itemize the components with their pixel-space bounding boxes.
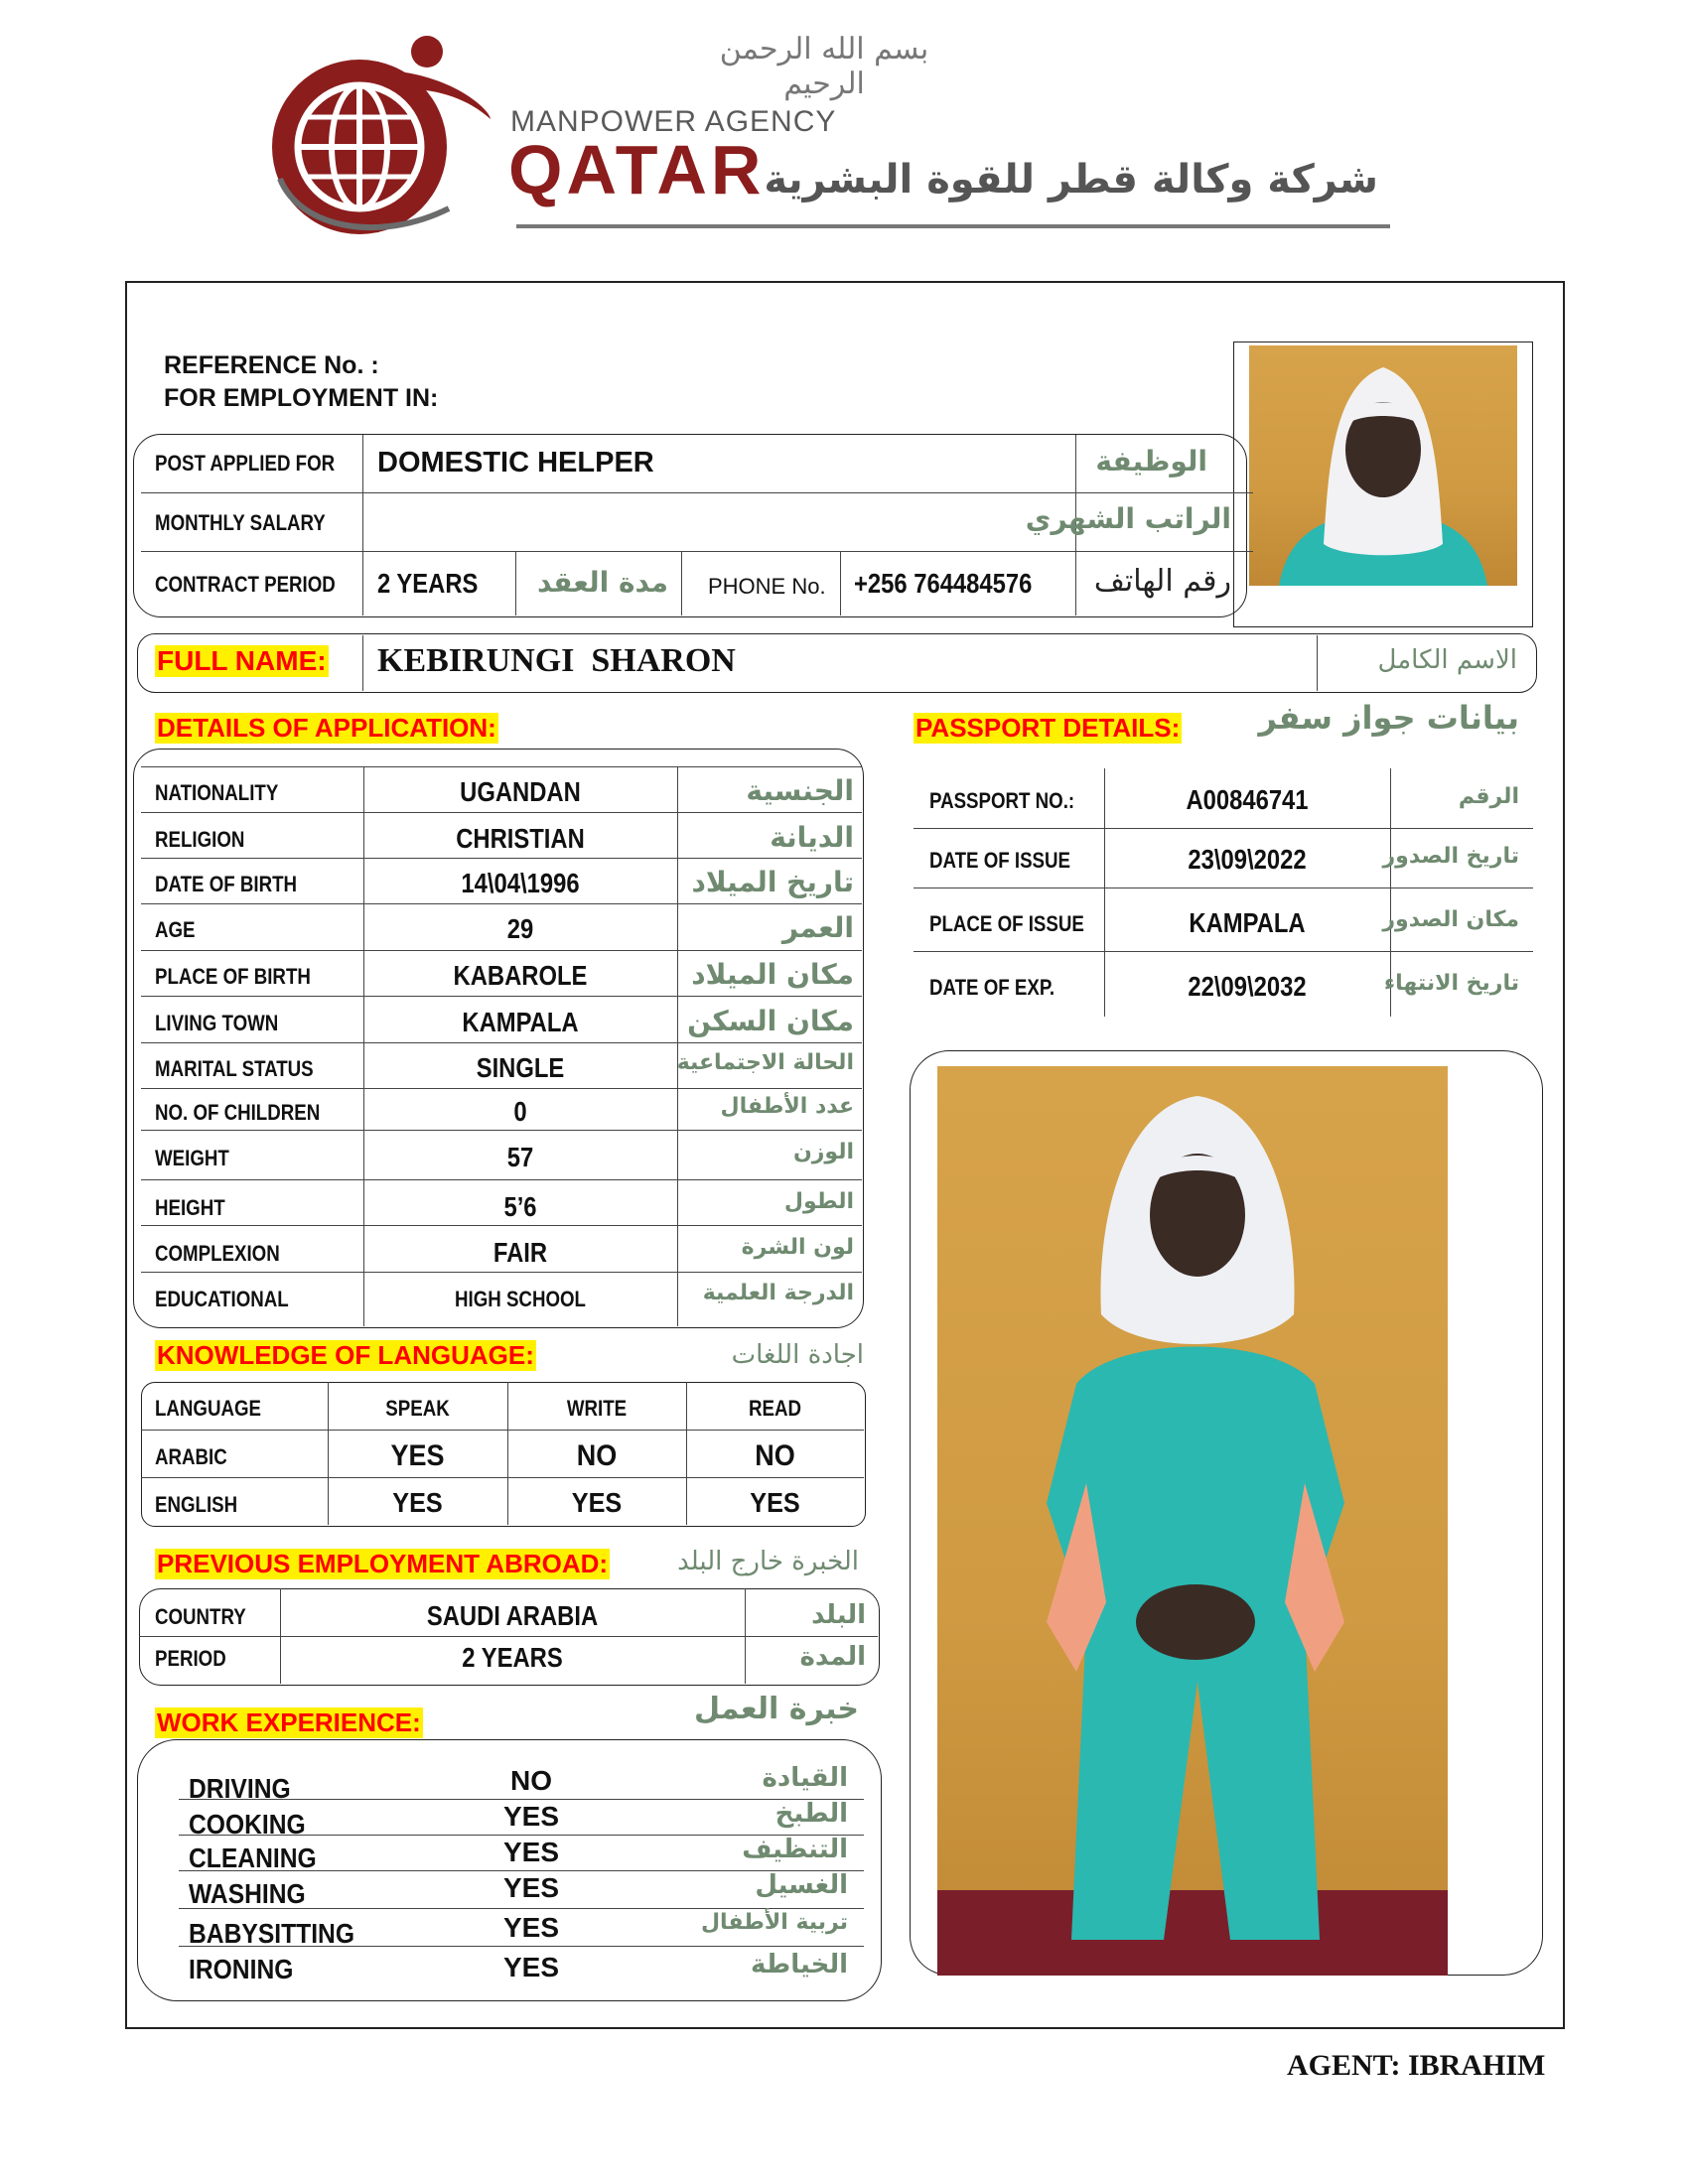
contract-label: CONTRACT PERIOD <box>155 572 336 597</box>
application-label: HEIGHT <box>155 1195 225 1220</box>
contract-value: 2 YEARS <box>377 568 479 599</box>
application-label: EDUCATIONAL <box>155 1287 289 1311</box>
previous-heading: PREVIOUS EMPLOYMENT ABROAD: <box>157 1549 609 1578</box>
application-label: NO. OF CHILDREN <box>155 1100 321 1125</box>
divider <box>362 635 363 691</box>
language-write: YES <box>571 1487 623 1518</box>
language-speak: YES <box>390 1439 445 1472</box>
post-label: POST APPLIED FOR <box>155 451 336 476</box>
previous-value: SAUDI ARABIA <box>426 1600 599 1631</box>
work-skill-label: BABYSITTING <box>189 1918 355 1949</box>
divider <box>745 1588 746 1684</box>
application-ar: تاريخ الميلاد <box>691 866 854 898</box>
work-heading-ar: خبرة العمل <box>693 1692 859 1726</box>
work-skill-label: COOKING <box>189 1809 306 1840</box>
language-heading-ar: اجادة اللغات <box>731 1340 864 1370</box>
application-label: WEIGHT <box>155 1146 229 1170</box>
application-ar: مكان الميلاد <box>691 958 854 991</box>
application-ar: لون الشرة <box>741 1235 854 1260</box>
agency-line: MANPOWER AGENCY <box>510 105 837 138</box>
divider <box>141 950 862 951</box>
previous-label: PERIOD <box>155 1646 226 1671</box>
passport-value: 23\09\2022 <box>1188 844 1307 875</box>
application-value: 0 <box>513 1096 527 1127</box>
divider <box>840 552 841 615</box>
passport-value: 22\09\2032 <box>1188 971 1307 1002</box>
previous-ar: البلد <box>811 1600 866 1630</box>
passport-ar: الرقم <box>1458 784 1519 809</box>
divider <box>141 551 1253 552</box>
language-column-header: WRITE <box>566 1396 628 1421</box>
work-skill-value: YES <box>502 1952 560 1982</box>
previous-label: COUNTRY <box>155 1604 246 1629</box>
divider <box>141 1272 862 1273</box>
phone-label: PHONE No. <box>708 574 826 599</box>
portrait-photo <box>1249 345 1517 586</box>
full-name-ar: الاسم الكامل <box>1377 645 1517 675</box>
divider <box>141 1225 862 1226</box>
divider <box>362 435 363 615</box>
full-name-value: KEBIRUNGI SHARON <box>377 642 736 679</box>
divider <box>141 903 862 904</box>
divider <box>139 1636 878 1637</box>
work-heading: WORK EXPERIENCE: <box>157 1707 421 1737</box>
agency-logo <box>260 20 498 238</box>
application-label: COMPLEXION <box>155 1241 280 1266</box>
work-skill-label: WASHING <box>189 1878 306 1909</box>
application-value: 29 <box>506 913 534 944</box>
divider <box>328 1382 329 1525</box>
divider <box>914 887 1533 888</box>
passport-ar: تاريخ الصدور <box>1382 844 1519 869</box>
divider <box>363 766 364 1326</box>
applicant-full-photo <box>937 1066 1448 1976</box>
divider <box>507 1382 508 1525</box>
contract-ar: مدة العقد <box>536 566 668 599</box>
passport-label: DATE OF ISSUE <box>929 848 1071 873</box>
divider <box>515 552 516 615</box>
agent-label: AGENT: IBRAHIM <box>1287 2049 1546 2082</box>
application-ar: الطول <box>783 1189 854 1214</box>
passport-ar: مكان الصدور <box>1382 907 1519 932</box>
work-skill-ar: الطبخ <box>774 1799 848 1829</box>
work-skill-label: DRIVING <box>189 1773 291 1804</box>
work-skill-value: YES <box>502 1912 560 1943</box>
application-value: 14\04\1996 <box>461 868 580 898</box>
application-label: LIVING TOWN <box>155 1011 279 1035</box>
language-name: ARABIC <box>155 1444 227 1469</box>
salary-ar: الراتب الشهري <box>1025 502 1231 535</box>
phone-ar: رقم الهاتف <box>1093 564 1231 599</box>
work-skill-label: CLEANING <box>189 1843 317 1873</box>
reference-label: REFERENCE No. : <box>164 351 379 379</box>
divider <box>681 552 682 615</box>
divider <box>141 1430 864 1431</box>
divider <box>1317 635 1318 691</box>
work-skill-value: NO <box>510 1765 552 1796</box>
divider <box>141 1042 862 1043</box>
phone-value: +256 764484576 <box>854 568 1033 599</box>
language-read: NO <box>755 1439 795 1472</box>
application-ar: الدرجة العلمية <box>702 1281 854 1305</box>
divider <box>677 766 678 1326</box>
passport-heading-ar: بيانات جواز سفر <box>1258 699 1519 737</box>
application-ar: الجنسية <box>746 774 854 807</box>
passport-label: PLACE OF ISSUE <box>929 911 1084 936</box>
application-label: MARITAL STATUS <box>155 1056 314 1081</box>
work-skill-label: IRONING <box>189 1954 294 1984</box>
divider <box>914 951 1533 952</box>
divider <box>141 1130 862 1131</box>
full-name-label: FULL NAME: <box>157 645 327 676</box>
divider <box>141 996 862 997</box>
passport-value: KAMPALA <box>1189 907 1306 938</box>
previous-ar: المدة <box>799 1642 866 1672</box>
language-column-header: SPEAK <box>385 1396 450 1421</box>
post-ar: الوظيفة <box>1095 445 1207 478</box>
basmala: بسم الله الرحمن الرحيم <box>719 32 929 101</box>
application-value: CHRISTIAN <box>456 823 585 854</box>
divider <box>914 828 1533 829</box>
work-skill-ar: الغسيل <box>755 1870 848 1900</box>
application-label: NATIONALITY <box>155 780 279 805</box>
language-read: YES <box>750 1487 800 1518</box>
language-speak: YES <box>392 1487 443 1518</box>
passport-heading: PASSPORT DETAILS: <box>915 713 1181 743</box>
divider <box>141 1179 862 1180</box>
work-skill-ar: تربية الأطفال <box>700 1910 848 1935</box>
divider <box>280 1588 281 1684</box>
work-skill-value: YES <box>502 1801 560 1832</box>
application-label: RELIGION <box>155 827 245 852</box>
application-ar: عدد الأطفال <box>720 1094 854 1119</box>
application-label: DATE OF BIRTH <box>155 872 298 896</box>
application-label: PLACE OF BIRTH <box>155 964 311 989</box>
application-ar: مكان السكن <box>687 1005 854 1037</box>
header-rule <box>516 224 1390 228</box>
application-ar: الديانة <box>770 821 854 854</box>
application-heading: DETAILS OF APPLICATION: <box>157 713 496 743</box>
divider <box>141 812 862 813</box>
passport-ar: تاريخ الانتهاء <box>1383 971 1519 996</box>
work-skill-value: YES <box>502 1837 560 1867</box>
application-value: UGANDAN <box>460 776 581 807</box>
application-label: AGE <box>155 917 196 942</box>
work-skill-ar: التنظيف <box>742 1835 848 1864</box>
work-skill-value: YES <box>502 1872 560 1903</box>
divider <box>141 766 862 767</box>
work-skill-ar: القيادة <box>762 1763 848 1793</box>
application-value: 57 <box>506 1142 534 1172</box>
application-ar: الوزن <box>792 1140 854 1164</box>
globe-logo-icon <box>260 20 498 238</box>
divider <box>1104 768 1105 1017</box>
language-write: NO <box>576 1439 618 1472</box>
application-ar: العمر <box>781 911 854 944</box>
previous-value: 2 YEARS <box>462 1642 563 1673</box>
application-value: KABAROLE <box>453 960 588 991</box>
agency-arabic-name: شركة وكالة قطر للقوة البشرية <box>764 157 1378 203</box>
passport-label: PASSPORT NO.: <box>929 788 1075 813</box>
application-ar: الحالة الاجتماعية <box>676 1050 854 1075</box>
divider <box>141 1477 864 1478</box>
divider <box>141 492 1253 493</box>
application-value: FAIR <box>492 1237 548 1268</box>
language-name: ENGLISH <box>155 1492 238 1517</box>
application-value: 5’6 <box>503 1191 537 1222</box>
employment-label: FOR EMPLOYMENT IN: <box>164 384 439 412</box>
application-value: KAMPALA <box>462 1007 579 1037</box>
language-heading: KNOWLEDGE OF LANGUAGE: <box>157 1340 534 1370</box>
divider <box>686 1382 687 1525</box>
work-skill-ar: الخياطة <box>750 1950 848 1979</box>
passport-label: DATE OF EXP. <box>929 975 1055 1000</box>
previous-heading-ar: الخبرة خارج البلد <box>677 1547 859 1576</box>
divider <box>141 1088 862 1089</box>
divider <box>141 858 862 859</box>
application-value: SINGLE <box>476 1052 565 1083</box>
application-value: HIGH SCHOOL <box>455 1287 586 1311</box>
language-column-header: LANGUAGE <box>155 1396 262 1421</box>
full-photo <box>937 1066 1448 1976</box>
passport-value: A00846741 <box>1186 784 1309 815</box>
salary-label: MONTHLY SALARY <box>155 510 326 535</box>
post-value: DOMESTIC HELPER <box>377 447 654 478</box>
language-column-header: READ <box>749 1396 801 1421</box>
brand-name: QATAR <box>508 131 766 208</box>
applicant-portrait <box>1249 345 1517 586</box>
